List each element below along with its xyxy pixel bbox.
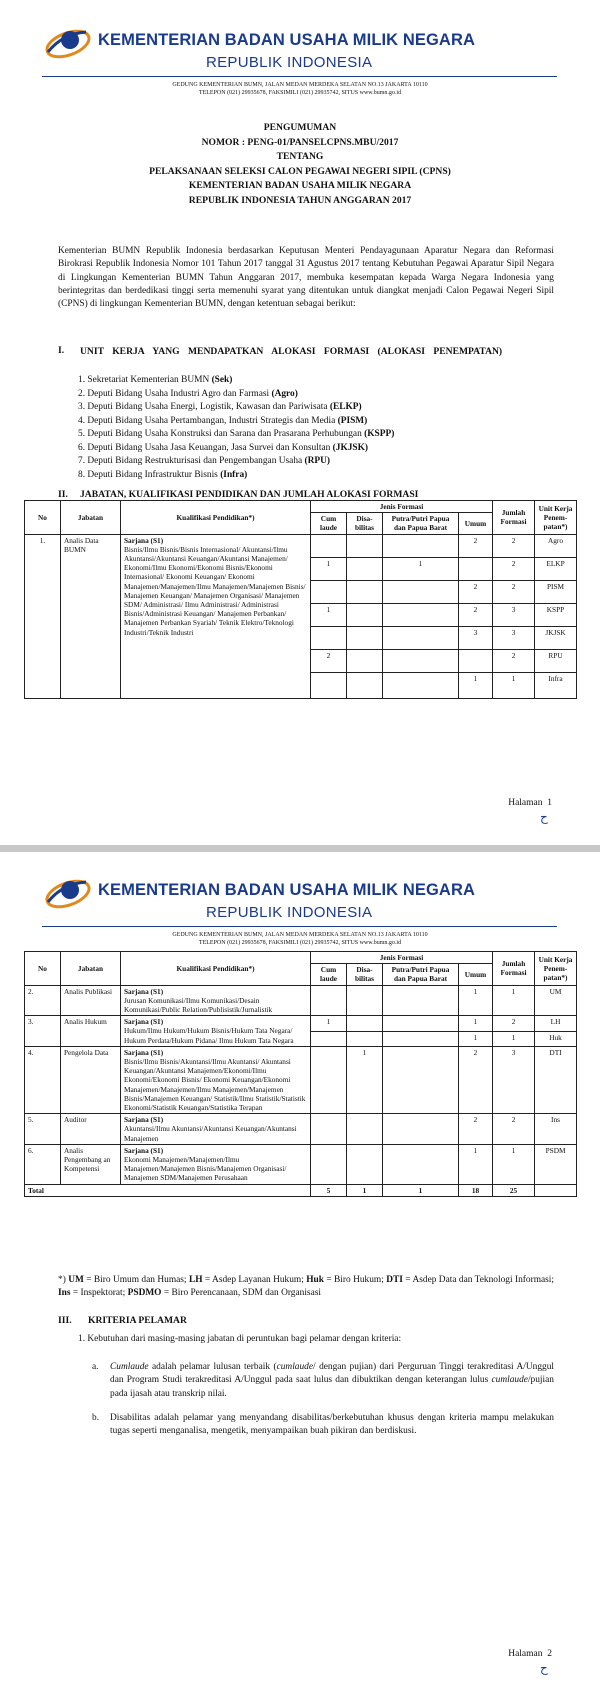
table-cell: 2 <box>459 534 493 557</box>
ministry-name: KEMENTERIAN BADAN USAHA MILIK NEGARA <box>98 881 475 899</box>
announcement-subject-1: PELAKSANAAN SELEKSI CALON PEGAWAI NEGERI SIPIL (CPNS) <box>149 165 451 177</box>
header-divider <box>42 76 557 77</box>
section-1-title: UNIT KERJA YANG MENDAPATKAN ALOKASI FORMASI (ALOKASI PENEMPATAN) <box>80 346 503 357</box>
announcement-subject-3: REPUBLIK INDONESIA TAHUN ANGGARAN 2017 <box>188 194 412 206</box>
table-cell: 1 <box>459 985 493 1016</box>
unit-kerja-item: 5. Deputi Bidang Usaha Konstruksi dan Sarana dan Prasarana Perhubungan (KSPP) <box>78 429 395 439</box>
table-row <box>25 985 577 1016</box>
table-cell <box>383 580 459 603</box>
th-no: No <box>25 501 61 535</box>
table-cell <box>311 672 347 698</box>
unit-kerja-list <box>78 374 394 482</box>
table-cell: Total <box>25 1184 311 1196</box>
table-cell: Analis Data BUMN <box>61 534 121 698</box>
table-cell: Agro <box>535 534 577 557</box>
table-cell: 25 <box>493 1184 535 1196</box>
th-jumlah: Jumlah Formasi <box>493 501 535 535</box>
table-cell <box>347 1016 383 1031</box>
th-jumlah: Jumlah Formasi <box>493 952 535 986</box>
contact-line: TELEPON (021) 29935678, FAKSIMILI (021) 29935742, SITUS www.bumn.go.id <box>198 940 402 946</box>
unit-kerja-item: 8. Deputi Bidang Infrastruktur Bisnis (Infra) <box>78 469 248 480</box>
section-2-title: JABATAN, KUALIFIKASI PENDIDIKAN DAN JUMLAH ALOKASI FORMASI <box>80 489 419 500</box>
announcement-heading <box>0 121 600 208</box>
page-value: 2 <box>547 1649 552 1659</box>
table-cell: 2 <box>493 649 535 672</box>
address-line: GEDUNG KEMENTERIAN BUMN, JALAN MEDAN MERDEKA SELATAN NO.13 JAKARTA 10110 <box>172 932 428 938</box>
unit-kerja-item: 1. Sekretariat Kementerian BUMN (Sek) <box>78 375 233 385</box>
table-cell <box>383 1046 459 1113</box>
table-cell: 1 <box>493 672 535 698</box>
announcement-about: TENTANG <box>276 151 324 162</box>
table-cell: JKJSK <box>535 626 577 649</box>
table-cell <box>347 580 383 603</box>
table-cell <box>383 603 459 626</box>
table-cell: 2 <box>459 603 493 626</box>
table-cell <box>311 1114 347 1145</box>
table-cell: 6. <box>25 1144 61 1184</box>
table-cell <box>383 1114 459 1145</box>
announcement-title: PENGUMUMAN <box>263 122 337 133</box>
table-cell: Sarjana (S1) Bisnis/Ilmu Bisnis/Akuntansi/Ilmu Akuntansi/ Akuntansi Keuangan/Akuntansi Manajemen/Ekonomi/Ilmu Ekonomi/Ekonomi Bisnis/ Ekonomi Keuangan/Ekonomi Manajemen/Manajemen/Ilmu Manajemen/Manajemen Bisnis/Manajemen Keuangan/ Statistik/Ilmu Statistik/Statistik Ekonomi/Statistik Keuangan/Statistika Terapan <box>121 1046 311 1113</box>
republic-name: REPUBLIK INDONESIA <box>206 904 373 921</box>
th-papua: Putra/Putri Papua dan Papua Barat <box>383 513 459 534</box>
table-cell: 3 <box>459 626 493 649</box>
table-cell <box>459 557 493 580</box>
table-cell: 3 <box>493 626 535 649</box>
table-cell <box>459 649 493 672</box>
table-cell: ELKP <box>535 557 577 580</box>
table-cell <box>347 1144 383 1184</box>
table-cell <box>347 1114 383 1145</box>
th-cumlaude: Cum laude <box>311 513 347 534</box>
table-cell: 3 <box>493 603 535 626</box>
table-cell <box>311 580 347 603</box>
table-cell <box>311 1046 347 1113</box>
th-cumlaude: Cum laude <box>311 964 347 985</box>
table-cell: Sarjana (S1) Bisnis/Ilmu Bisnis/Bisnis Internasional/ Akuntansi/Ilmu Akuntansi/Akuntansi Keuangan/Akuntansi Manajemen/ Ekonomi/Ilmu Ekonomi/Ekonomi Bisnis/Ekonomi Internasional/ Ekonomi Keuangan/ Ekonomi Manajemen/Manajemen/Ilmu Manajemen/Manajemen Bisnis/ Manajemen Keuangan/ Manajemen Organisasi/ Manajemen SDM/ Administrasi/ Ilmu Administrasi/ Administrasi Bisnis/Administrasi Keuangan/ Manajemen Perbankan/ Manajemen Perbankan Syariah/ Teknik Elektro/Teknologi Industri/Teknik Industri <box>121 534 311 698</box>
table-cell <box>347 672 383 698</box>
table-cell <box>383 1031 459 1046</box>
letterhead <box>0 0 600 95</box>
criteria-a-text: Cumlaude adalah pelamar lulusan terbaik (cumlaude/ dengan pujian) dari Perguruan Tinggi terakreditasi A/Unggul dan Program Studi terakreditasi A/Unggul pada saat lulus dan dibuktikan dengan keterangan lulus cumlaude/pujian pada ijasah atau transkrip nilai. <box>110 1362 554 1399</box>
announcement-subject-2: KEMENTERIAN BADAN USAHA MILIK NEGARA <box>188 180 412 191</box>
table-cell: 5 <box>311 1184 347 1196</box>
section-2-number: II. <box>58 489 68 500</box>
contact-line: TELEPON (021) 29935678, FAKSIMILI (021) 29935742, SITUS www.bumn.go.id <box>198 90 402 96</box>
table-cell: 1 <box>493 1031 535 1046</box>
table-cell <box>383 626 459 649</box>
table-cell: 1 <box>311 603 347 626</box>
page-number-2 <box>508 1649 552 1659</box>
paraf-icon: ح <box>540 810 548 824</box>
table-cell: 5. <box>25 1114 61 1145</box>
table-cell: 2 <box>459 580 493 603</box>
table-total-row <box>25 1184 577 1196</box>
unit-kerja-item: 4. Deputi Bidang Usaha Pertambangan, Industri Strategis dan Media (PISM) <box>78 415 368 426</box>
table-cell <box>311 626 347 649</box>
address-line: GEDUNG KEMENTERIAN BUMN, JALAN MEDAN MERDEKA SELATAN NO.13 JAKARTA 10110 <box>172 82 428 88</box>
footnote-abbreviations: *) UM = Biro Umum dan Humas; LH = Asdep Layanan Hukum; Huk = Biro Hukum; DTI = Asdep Data dan Teknologi Informasi; Ins = Inspektorat; PSDMO = Biro Perencanaan, SDM dan Organisasi <box>58 1275 554 1299</box>
document-page-1 <box>0 0 600 845</box>
table-cell: 2 <box>459 1114 493 1145</box>
th-jenis-formasi: Jenis Formasi <box>311 952 493 964</box>
th-kualifikasi: Kualifikasi Pendidikan*) <box>121 501 311 535</box>
table-cell: KSPP <box>535 603 577 626</box>
unit-kerja-item: 3. Deputi Bidang Usaha Energi, Logistik, Kawasan dan Pariwisata (ELKP) <box>78 402 362 412</box>
table-cell: Analis Hukum <box>61 1016 121 1047</box>
table-cell: 1 <box>493 985 535 1016</box>
criteria-b-text: Disabilitas adalah pelamar yang menyandang disabilitas/berkebutuhan khusus dengan kriteria mampu melakukan tugas seperti menganalisa, mengetik, menyampaikan buah pikiran dan berdiskusi. <box>110 1413 554 1437</box>
unit-kerja-item: 7. Deputi Bidang Restrukturisasi dan Pengembangan Usaha (RPU) <box>78 456 331 466</box>
table-cell <box>383 1144 459 1184</box>
table-cell <box>311 1031 347 1046</box>
table-cell <box>347 649 383 672</box>
republic-name: REPUBLIK INDONESIA <box>206 54 373 71</box>
table-cell <box>383 672 459 698</box>
table-cell: 2 <box>493 580 535 603</box>
th-unit: Unit Kerja Penem-patan*) <box>535 952 577 986</box>
table-cell: Analis Publikasi <box>61 985 121 1016</box>
section-3-title: KRITERIA PELAMAR <box>88 1315 187 1326</box>
table-cell: 1. <box>25 534 61 698</box>
table-row <box>25 534 577 557</box>
table-cell: Ins <box>535 1114 577 1145</box>
unit-kerja-item: 6. Deputi Bidang Usaha Jasa Keuangan, Jasa Survei dan Konsultan (JKJSK) <box>78 442 369 453</box>
criteria-intro: 1. Kebutuhan dari masing-masing jabatan di peruntukan bagi pelamar dengan kriteria: <box>78 1334 402 1344</box>
table-cell: 1 <box>459 672 493 698</box>
table-cell: 1 <box>459 1144 493 1184</box>
criteria-a-label: a. <box>92 1362 99 1372</box>
table-cell: 2 <box>493 1016 535 1031</box>
th-disabilitas: Disa-bilitas <box>347 964 383 985</box>
th-umum: Umum <box>459 964 493 985</box>
table-cell <box>311 985 347 1016</box>
table-cell: 4. <box>25 1046 61 1113</box>
page-label: Halaman <box>508 798 543 808</box>
table-cell: Analis Pengembang an Kompetensi <box>61 1144 121 1184</box>
th-umum: Umum <box>459 513 493 534</box>
table-cell <box>347 626 383 649</box>
table-cell <box>347 603 383 626</box>
th-kualifikasi: Kualifikasi Pendidikan*) <box>121 952 311 986</box>
table-cell <box>347 1031 383 1046</box>
paraf-icon: ح <box>540 1661 548 1675</box>
table-cell: RPU <box>535 649 577 672</box>
table-cell: 1 <box>311 557 347 580</box>
table-cell: Pengelola Data <box>61 1046 121 1113</box>
table-cell: 2 <box>493 557 535 580</box>
table-cell: Auditor <box>61 1114 121 1145</box>
table-cell: 3. <box>25 1016 61 1047</box>
announcement-number: NOMOR : PENG-01/PANSELCPNS.MBU/2017 <box>201 136 399 148</box>
table-cell <box>535 1184 577 1196</box>
table-cell: Sarjana (S1) Hukum/Ilmu Hukum/Hukum Bisnis/Hukum Tata Negara/ Hukum Perdata/Hukum Pidana/ Ilmu Hukum Tata Negara <box>121 1016 311 1047</box>
table-cell: PISM <box>535 580 577 603</box>
document-page-2 <box>0 852 600 1695</box>
table-cell: UM <box>535 985 577 1016</box>
table-cell: 1 <box>459 1016 493 1031</box>
criteria-b-label: b. <box>92 1413 100 1423</box>
table-cell <box>383 1016 459 1031</box>
th-jabatan: Jabatan <box>61 501 121 535</box>
table-cell: 1 <box>493 1144 535 1184</box>
table-cell: 1 <box>311 1016 347 1031</box>
formasi-table-2 <box>24 951 577 1197</box>
table-cell: Huk <box>535 1031 577 1046</box>
bumn-logo-icon <box>42 872 92 912</box>
table-cell: Infra <box>535 672 577 698</box>
table-row <box>25 1144 577 1184</box>
formasi-table-1 <box>24 500 577 699</box>
table-cell: 2 <box>493 534 535 557</box>
table-cell: LH <box>535 1016 577 1031</box>
table-cell: 1 <box>383 557 459 580</box>
table-cell: Sarjana (S1) Akuntansi/Ilmu Akuntansi/Akuntansi Keuangan/Akuntansi Manajemen <box>121 1114 311 1145</box>
table-cell <box>383 534 459 557</box>
ministry-name: KEMENTERIAN BADAN USAHA MILIK NEGARA <box>98 31 475 49</box>
table-cell <box>383 649 459 672</box>
th-disabilitas: Disa-bilitas <box>347 513 383 534</box>
table-row <box>25 1114 577 1145</box>
section-1-number: I. <box>58 345 65 356</box>
th-jabatan: Jabatan <box>61 952 121 986</box>
th-unit: Unit Kerja Penem-patan*) <box>535 501 577 535</box>
table-cell: 18 <box>459 1184 493 1196</box>
table-cell: Sarjana (S1) Jurusan Komunikasi/Ilmu Komunikasi/Desain Komunikasi/Public Relation/Publisistik/Jurnalistik <box>121 985 311 1016</box>
table-cell: 1 <box>347 1046 383 1113</box>
intro-paragraph: Kementerian BUMN Republik Indonesia berdasarkan Keputusan Menteri Pendayagunaan Aparatur Negara dan Reformasi Birokrasi Republik Indonesia Nomor 101 Tahun 2017 tanggal 31 Agustus 2017 tentang Kebutuhan Pegawai Aparatur Sipil Negara di Lingkungan Kementerian BUMN Tahun Anggaran 2017, membuka kesempatan kepada Warga Negara Indonesia yang berintegritas dan berdedikasi tinggi serta memenuhi syarat yang ditentukan untuk diangkat menjadi Calon Pegawai Negeri Sipil (CPNS) di lingkungan Kementerian BUMN, dengan ketentuan sebagai berikut: <box>58 246 554 310</box>
table-cell <box>347 985 383 1016</box>
table-row <box>25 1046 577 1113</box>
unit-kerja-item: 2. Deputi Bidang Usaha Industri Agro dan Farmasi (Agro) <box>78 388 298 399</box>
table-cell <box>347 534 383 557</box>
table-cell: 2 <box>459 1046 493 1113</box>
table-cell <box>347 557 383 580</box>
table-cell: 1 <box>383 1184 459 1196</box>
page-number-1 <box>508 798 552 808</box>
bumn-logo-icon <box>42 22 92 62</box>
th-no: No <box>25 952 61 986</box>
table-cell: 2. <box>25 985 61 1016</box>
table-cell <box>311 1144 347 1184</box>
table-cell: 1 <box>347 1184 383 1196</box>
page-label: Halaman <box>508 1649 543 1659</box>
th-jenis-formasi: Jenis Formasi <box>311 501 493 513</box>
table-row <box>25 1016 577 1031</box>
page-value: 1 <box>547 798 552 808</box>
table-cell: 1 <box>459 1031 493 1046</box>
th-papua: Putra/Putri Papua dan Papua Barat <box>383 964 459 985</box>
table-cell <box>311 534 347 557</box>
table-cell: 3 <box>493 1046 535 1113</box>
section-3-number: III. <box>58 1315 72 1326</box>
table-cell: 2 <box>493 1114 535 1145</box>
table-cell: PSDM <box>535 1144 577 1184</box>
table-cell <box>383 985 459 1016</box>
letterhead-2 <box>0 850 600 945</box>
header-divider <box>42 926 557 927</box>
table-cell: 2 <box>311 649 347 672</box>
table-cell: DTI <box>535 1046 577 1113</box>
table-cell: Sarjana (S1) Ekonomi Manajemen/Manajemen/Ilmu Manajemen/Manajemen Bisnis/Manajemen Organisasi/ Manajemen SDM/Manajemen Perusahaan <box>121 1144 311 1184</box>
